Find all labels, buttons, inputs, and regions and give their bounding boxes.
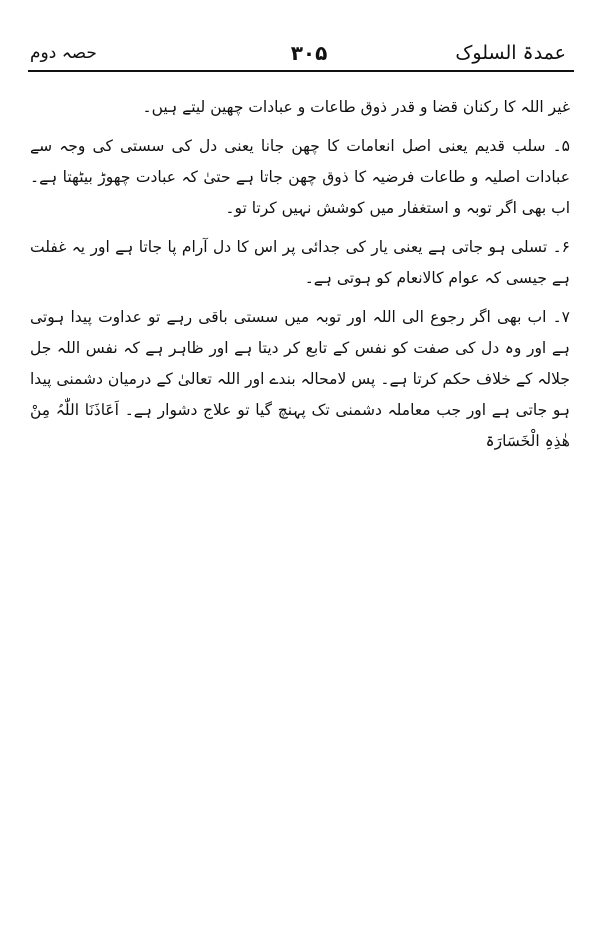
paragraph-item-6: ۶۔ تسلی ہو جاتی ہے یعنی یار کی جدائی پر اس کا دل آرام پا جاتا ہے اور یہ غفلت ہے جیسی کہ عوام کالانعام کو ہوتی ہے۔ <box>30 238 570 287</box>
paragraph-item-7 <box>30 302 570 457</box>
page-number: ۳۰۵ <box>290 41 328 65</box>
paragraph-item-7-text: ۷۔ اب بھی اگر رجوع الی اللہ اور توبہ میں سستی باقی رہے تو عداوت پیدا ہوتی ہے اور وہ دل کی صفت کو نفس کے تابع کر دیتا ہے اور ظاہر ہے کہ نفس اللہ جل جلالہ کے خلاف حکم کرتا ہے۔ پس لامحالہ بندے اور اللہ تعالیٰ کے درمیان دشمنی پیدا ہو جاتی ہے اور جب معاملہ دشمنی تک پہنچ گیا تو علاج دشوار ہے۔ <box>30 308 570 419</box>
part-label: حصہ دوم <box>30 43 97 63</box>
page-header <box>28 40 574 70</box>
paragraph-continuation: غیر اللہ کا رکنان قضا و قدر ذوق طاعات و عبادات چھین لیتے ہیں۔ <box>142 98 570 116</box>
paragraph-item-5: ۵۔ سلب قدیم یعنی اصل انعامات کا چھن جانا یعنی دل کی سستی کی وجہ سے عبادات اصلیہ و طاعات فرضیہ کا ذوق چھن جاتا ہے حتیٰ کہ عبادت چھوڑ بیٹھتا ہے۔ اب بھی اگر توبہ و استغفار میں کوشش نہیں کرتا تو۔ <box>30 137 570 217</box>
closing-dua: اَعَاذَنَا اللّٰہُ مِنْ ھٰذِہِ الْخَسَارَۃ <box>30 401 570 450</box>
page-body <box>30 92 570 465</box>
header-rule <box>28 70 574 72</box>
book-title: عمدۃ السلوک <box>455 42 566 64</box>
